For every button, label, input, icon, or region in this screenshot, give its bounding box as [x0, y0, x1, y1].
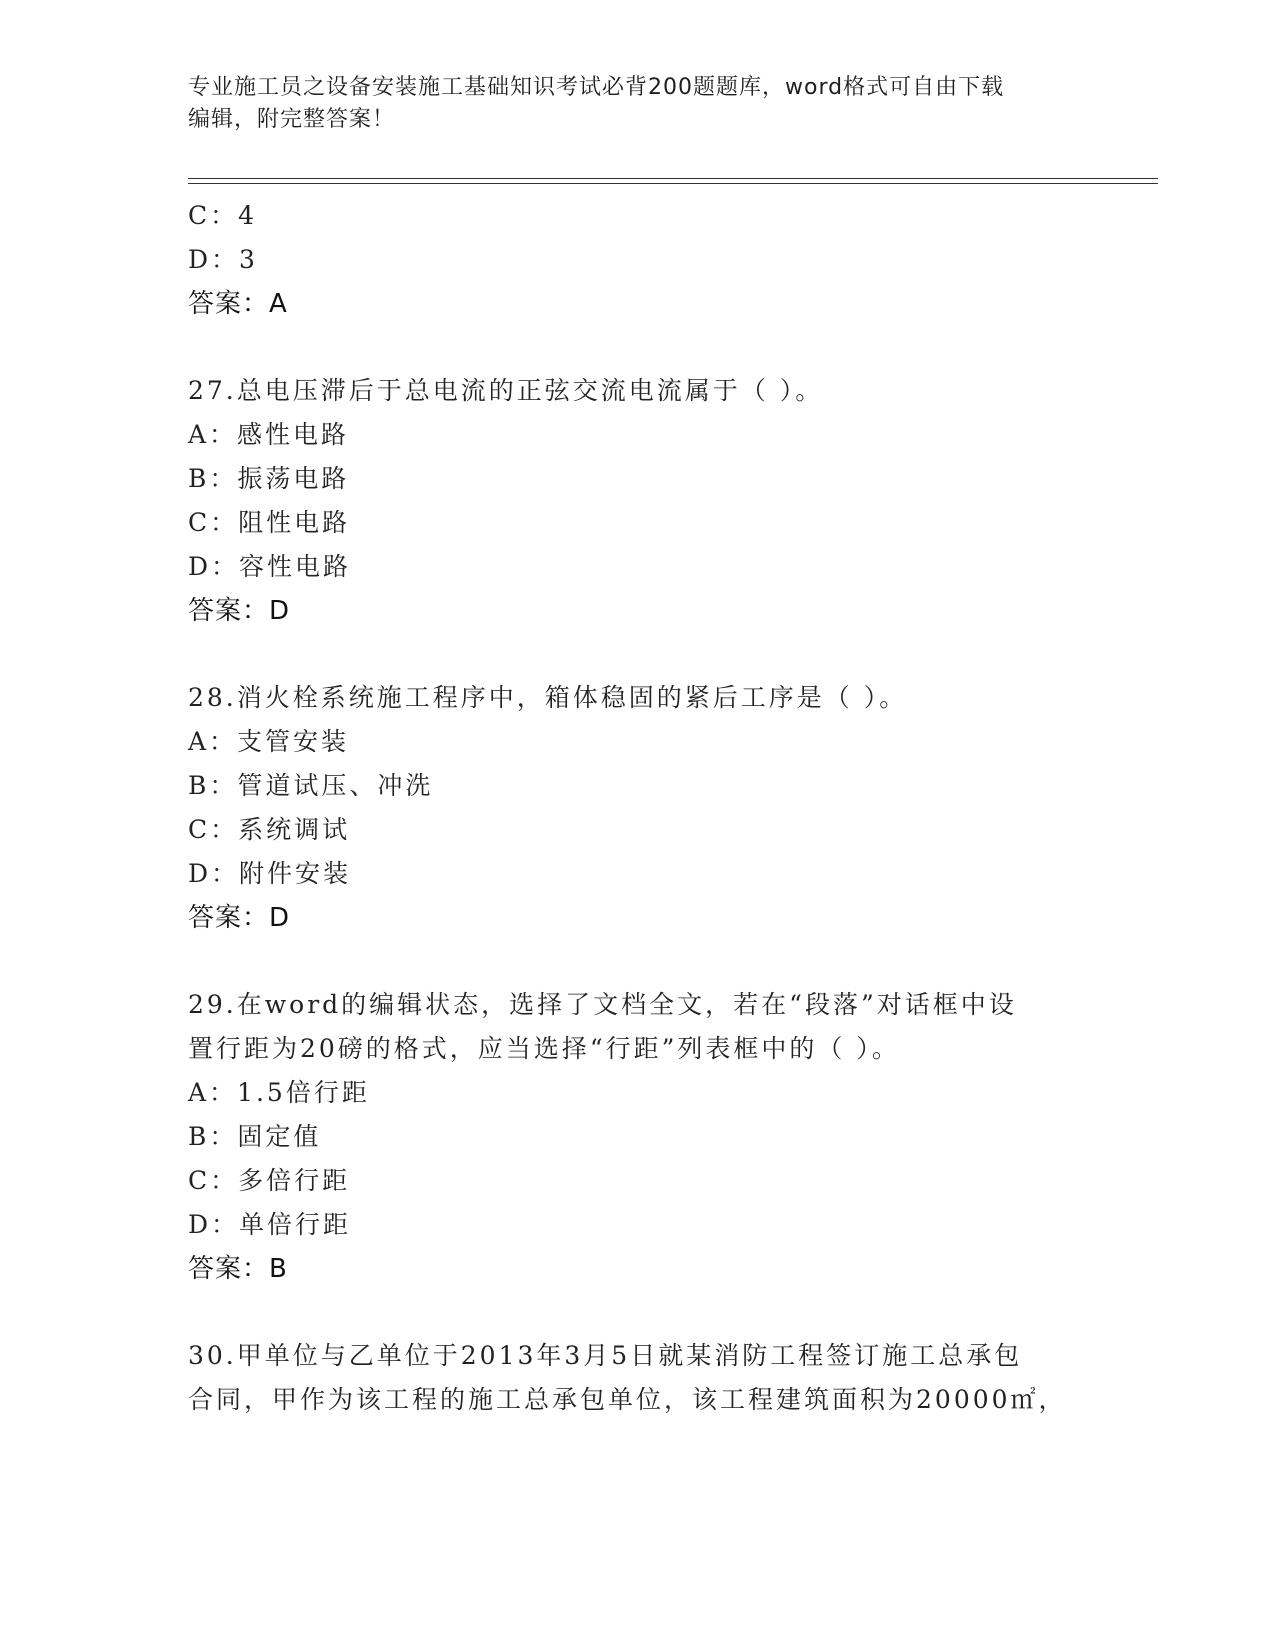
q30-question-line-1: 30.甲单位与乙单位于2013年3月5日就某消防工程签订施工总承包 [188, 1341, 1023, 1370]
q26-option-c: C：4 [188, 201, 258, 230]
header-line-1: 专业施工员之设备安装施工基础知识考试必背200题题库，word格式可自由下载 [188, 75, 1005, 100]
document-header [188, 72, 1088, 136]
q29-question-line-2: 置行距为20磅的格式，应当选择“行距”列表框中的（ ）。 [188, 1034, 900, 1063]
q27-answer: 答案：D [188, 596, 291, 626]
q27-question: 27.总电压滞后于总电流的正弦交流电流属于（ ）。 [188, 376, 824, 405]
q27-option-d: D：容性电路 [188, 552, 352, 581]
header-line-2: 编辑，附完整答案！ [188, 107, 396, 132]
q28-option-c: C：系统调试 [188, 815, 351, 844]
q29-answer: 答案：B [188, 1254, 288, 1284]
q29-option-d: D：单倍行距 [188, 1210, 352, 1239]
q28-question: 28.消火栓系统施工程序中，箱体稳固的紧后工序是（ ）。 [188, 683, 908, 712]
q28-option-d: D：附件安装 [188, 859, 352, 888]
q28-answer: 答案：D [188, 903, 291, 933]
q29-option-c: C：多倍行距 [188, 1166, 351, 1195]
header-rule-top [188, 178, 1158, 179]
q26-option-d: D：3 [188, 245, 258, 274]
q29-question-line-1: 29.在word的编辑状态，选择了文档全文，若在“段落”对话框中设 [188, 990, 1017, 1019]
q29-option-b: B：固定值 [188, 1122, 322, 1151]
q28-option-a: A：支管安装 [188, 727, 350, 756]
header-rule-bottom [188, 183, 1158, 184]
q30-question-line-2: 合同，甲作为该工程的施工总承包单位，该工程建筑面积为20000㎡， [188, 1385, 1067, 1414]
q27-option-b: B：振荡电路 [188, 464, 350, 493]
q29-option-a: A：1.5倍行距 [188, 1078, 370, 1107]
q26-answer: 答案：A [188, 289, 288, 319]
q27-option-a: A：感性电路 [188, 420, 350, 449]
q27-option-c: C：阻性电路 [188, 508, 351, 537]
q28-option-b: B：管道试压、冲洗 [188, 771, 434, 800]
